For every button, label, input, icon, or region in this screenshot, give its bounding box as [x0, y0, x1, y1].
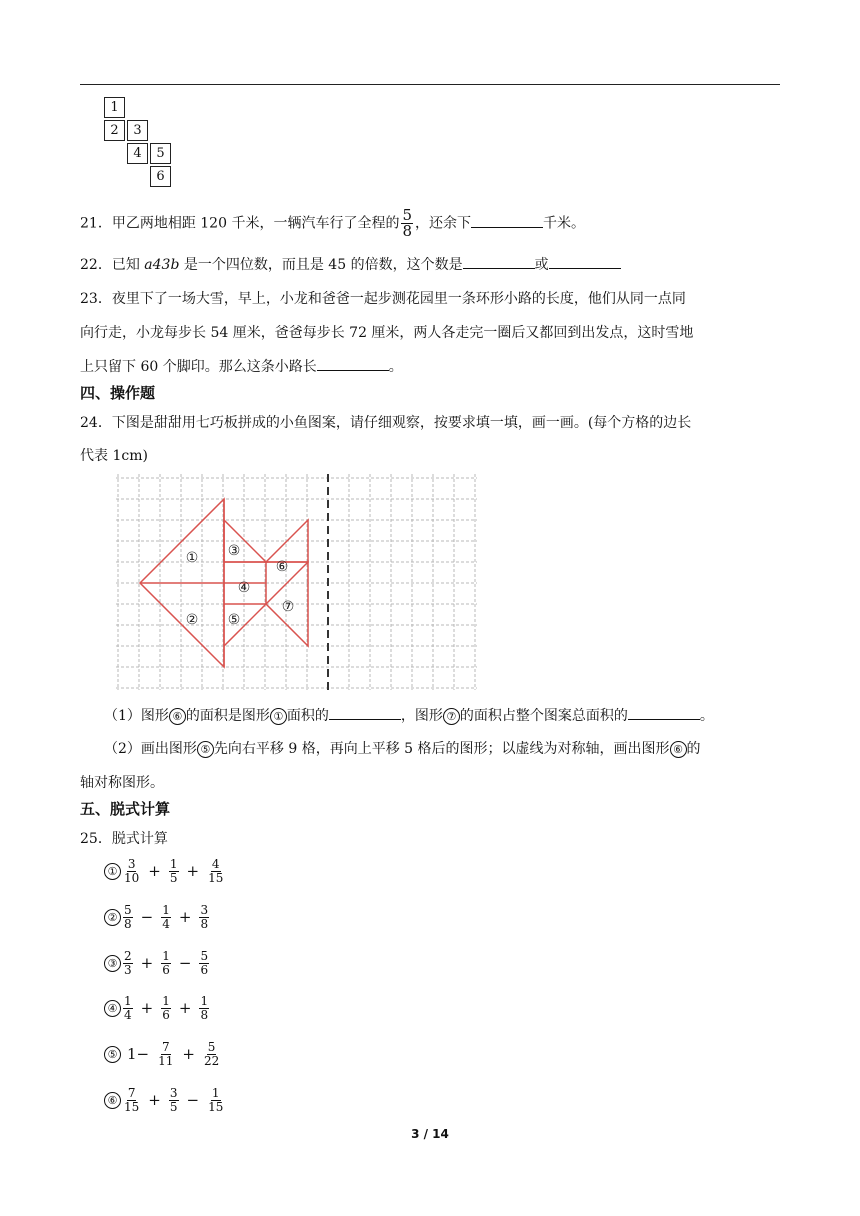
numerator: 2 — [124, 949, 132, 963]
denominator: 8 — [124, 917, 132, 931]
operator: + — [148, 861, 161, 880]
calculation-item — [104, 950, 211, 977]
question-text: 是一个四位数，而且是 45 的倍数，这个数是 — [179, 257, 463, 273]
fraction — [169, 1087, 179, 1114]
denominator: 6 — [162, 963, 170, 977]
answer-blank[interactable] — [628, 705, 700, 720]
numerator: 1 — [162, 949, 170, 963]
circled-number: ⑤ — [197, 741, 214, 758]
fraction — [123, 1087, 140, 1114]
question-text: 千米。 — [543, 215, 585, 232]
numerator: 3 — [200, 903, 209, 917]
question-25 — [80, 828, 168, 848]
denominator: 10 — [124, 871, 140, 885]
question-text: 的面积是图形 — [185, 708, 270, 724]
question-23-line-3 — [80, 356, 403, 376]
section-heading-4: 四、操作题 — [80, 384, 156, 402]
circled-number: ② — [104, 909, 121, 926]
numerator: 3 — [127, 857, 136, 871]
circled-number: ⑥ — [104, 1092, 121, 1109]
numerator: 4 — [211, 857, 220, 871]
calculation-item — [104, 858, 226, 885]
piece-label-6: ⑥ — [275, 559, 289, 575]
tangram-fish-figure — [116, 474, 480, 692]
question-text: 。 — [388, 359, 403, 375]
numerator: 7 — [161, 1040, 170, 1054]
question-text: 夜里下了一场大雪，早上，小龙和爸爸一起步测花园里一条环形小路的长度，他们从同一点同 — [111, 291, 686, 307]
denominator: 22 — [203, 1054, 220, 1068]
operator: − — [140, 907, 154, 926]
operator: − — [186, 1090, 200, 1109]
calculation-item — [104, 904, 211, 931]
circled-number: ⑥ — [670, 741, 687, 758]
answer-blank[interactable] — [317, 356, 389, 371]
denominator: 15 — [208, 871, 224, 885]
grid — [116, 474, 477, 690]
operator: + — [140, 998, 154, 1017]
question-21 — [80, 208, 585, 239]
question-text: 。 — [699, 708, 714, 724]
numerator: 1 — [162, 903, 170, 917]
calculation-item — [104, 1041, 222, 1068]
denominator: 4 — [124, 1008, 132, 1022]
question-text: ，图形 — [400, 708, 443, 724]
fraction — [207, 1087, 224, 1114]
fraction — [169, 858, 179, 885]
answer-blank[interactable] — [463, 254, 535, 269]
fraction — [199, 904, 209, 931]
calculation-item — [104, 995, 211, 1022]
denominator: 4 — [162, 917, 170, 931]
denominator: 8 — [200, 1008, 209, 1022]
circled-number: ⑤ — [104, 1046, 121, 1063]
denominator: 3 — [124, 963, 132, 977]
denominator: 8 — [200, 917, 209, 931]
circled-number: ① — [104, 863, 121, 880]
net-cell: 2 — [104, 120, 125, 141]
question-text: 的面积占整个图案总面积的 — [459, 708, 628, 724]
question-24-line-1 — [80, 412, 691, 432]
section-heading-5: 五、脱式计算 — [80, 800, 171, 818]
question-number: 21． — [80, 215, 112, 232]
operator: + — [140, 953, 154, 972]
net-cell: 1 — [104, 97, 125, 118]
question-24-part-2 — [104, 738, 701, 758]
question-text: 脱式计算 — [111, 831, 168, 847]
operator: + — [178, 907, 192, 926]
numerator: 5 — [402, 206, 412, 224]
circled-number: ⑦ — [443, 708, 460, 725]
header-rule — [80, 84, 780, 85]
denominator: 6 — [200, 963, 209, 977]
denominator: 15 — [208, 1100, 224, 1114]
question-text: 的 — [686, 741, 701, 757]
fraction — [207, 858, 224, 885]
question-text: 或 — [534, 257, 549, 273]
question-number: 23． — [80, 291, 112, 307]
question-number: 22． — [80, 257, 112, 273]
piece-label-5: ⑤ — [227, 612, 241, 628]
fraction — [123, 995, 133, 1022]
net-cell: 3 — [127, 120, 148, 141]
numerator: 1 — [169, 857, 178, 871]
denominator: 11 — [158, 1054, 174, 1068]
operator: + — [186, 861, 200, 880]
fraction — [203, 1041, 220, 1068]
answer-blank[interactable] — [329, 705, 401, 720]
fraction — [123, 904, 133, 931]
question-23-line-2: 向行走，小龙每步长 54 厘米，爸爸每步长 72 厘米，两人各走完一圈后又都回到出发点，这时雪地 — [80, 325, 694, 341]
numerator: 1 — [200, 994, 209, 1008]
operator: + — [148, 1090, 161, 1109]
page-number: 3 / 14 — [411, 1127, 449, 1141]
fraction — [199, 995, 209, 1022]
circled-number: ① — [270, 708, 287, 725]
operator: 1− — [127, 1044, 150, 1063]
piece-label-3: ③ — [227, 543, 241, 559]
piece-label-2: ② — [185, 612, 199, 628]
circled-number: ⑥ — [169, 708, 186, 725]
operator: − — [178, 953, 192, 972]
piece-label-7: ⑦ — [281, 599, 295, 615]
piece-label-4: ④ — [237, 580, 251, 596]
question-24-part-2-line-2: 轴对称图形。 — [80, 775, 164, 791]
question-number: 24． — [80, 415, 112, 431]
answer-blank[interactable] — [549, 254, 621, 269]
question-24-line-2: 代表 1cm) — [80, 448, 148, 464]
numerator: 1 — [162, 994, 170, 1008]
denominator: 8 — [402, 222, 412, 240]
answer-blank[interactable] — [471, 213, 543, 228]
question-text: 下图是甜甜用七巧板拼成的小鱼图案，请仔细观察，按要求填一填，画一画。(每个方格的边长 — [111, 415, 692, 431]
numerator: 1 — [124, 994, 132, 1008]
operator: + — [182, 1044, 195, 1063]
numerator: 1 — [211, 1086, 220, 1100]
question-text: ，还余下 — [415, 215, 471, 232]
numerator: 3 — [169, 1086, 178, 1100]
question-text: 上只留下 60 个脚印。那么这条小路长 — [80, 359, 317, 375]
numerator: 5 — [207, 1040, 216, 1054]
question-24-part-1 — [104, 705, 714, 725]
question-text: （2）画出图形 — [104, 741, 197, 757]
net-cell: 5 — [150, 143, 171, 164]
piece-label-1: ① — [185, 550, 199, 566]
operator: + — [178, 998, 192, 1017]
denominator: 6 — [162, 1008, 170, 1022]
question-23-line-1 — [80, 288, 686, 308]
variable-text: a43b — [144, 257, 180, 273]
question-number: 25． — [80, 831, 112, 847]
fraction — [157, 1041, 174, 1068]
fraction — [161, 904, 171, 931]
question-22 — [80, 254, 621, 274]
fraction — [161, 995, 171, 1022]
calculation-item — [104, 1087, 226, 1114]
fraction — [161, 950, 171, 977]
net-cell: 4 — [127, 143, 148, 164]
fraction — [123, 858, 140, 885]
numerator: 7 — [127, 1086, 136, 1100]
denominator: 5 — [169, 1100, 178, 1114]
question-text: 甲乙两地相距 120 千米，一辆汽车行了全程的 — [111, 215, 400, 232]
circled-number: ③ — [104, 955, 121, 972]
net-cell: 6 — [150, 166, 171, 187]
fraction — [401, 208, 413, 239]
numerator: 5 — [124, 903, 132, 917]
denominator: 15 — [124, 1100, 140, 1114]
question-text: （1）图形 — [104, 708, 169, 724]
question-text: 面积的 — [286, 708, 329, 724]
denominator: 5 — [169, 871, 178, 885]
circled-number: ④ — [104, 1000, 121, 1017]
fraction — [123, 950, 133, 977]
question-text: 已知 — [111, 257, 145, 273]
fraction — [199, 950, 209, 977]
question-text: 先向右平移 9 格，再向上平移 5 格后的图形；以虚线为对称轴，画出图形 — [213, 741, 670, 757]
numerator: 5 — [200, 949, 209, 963]
